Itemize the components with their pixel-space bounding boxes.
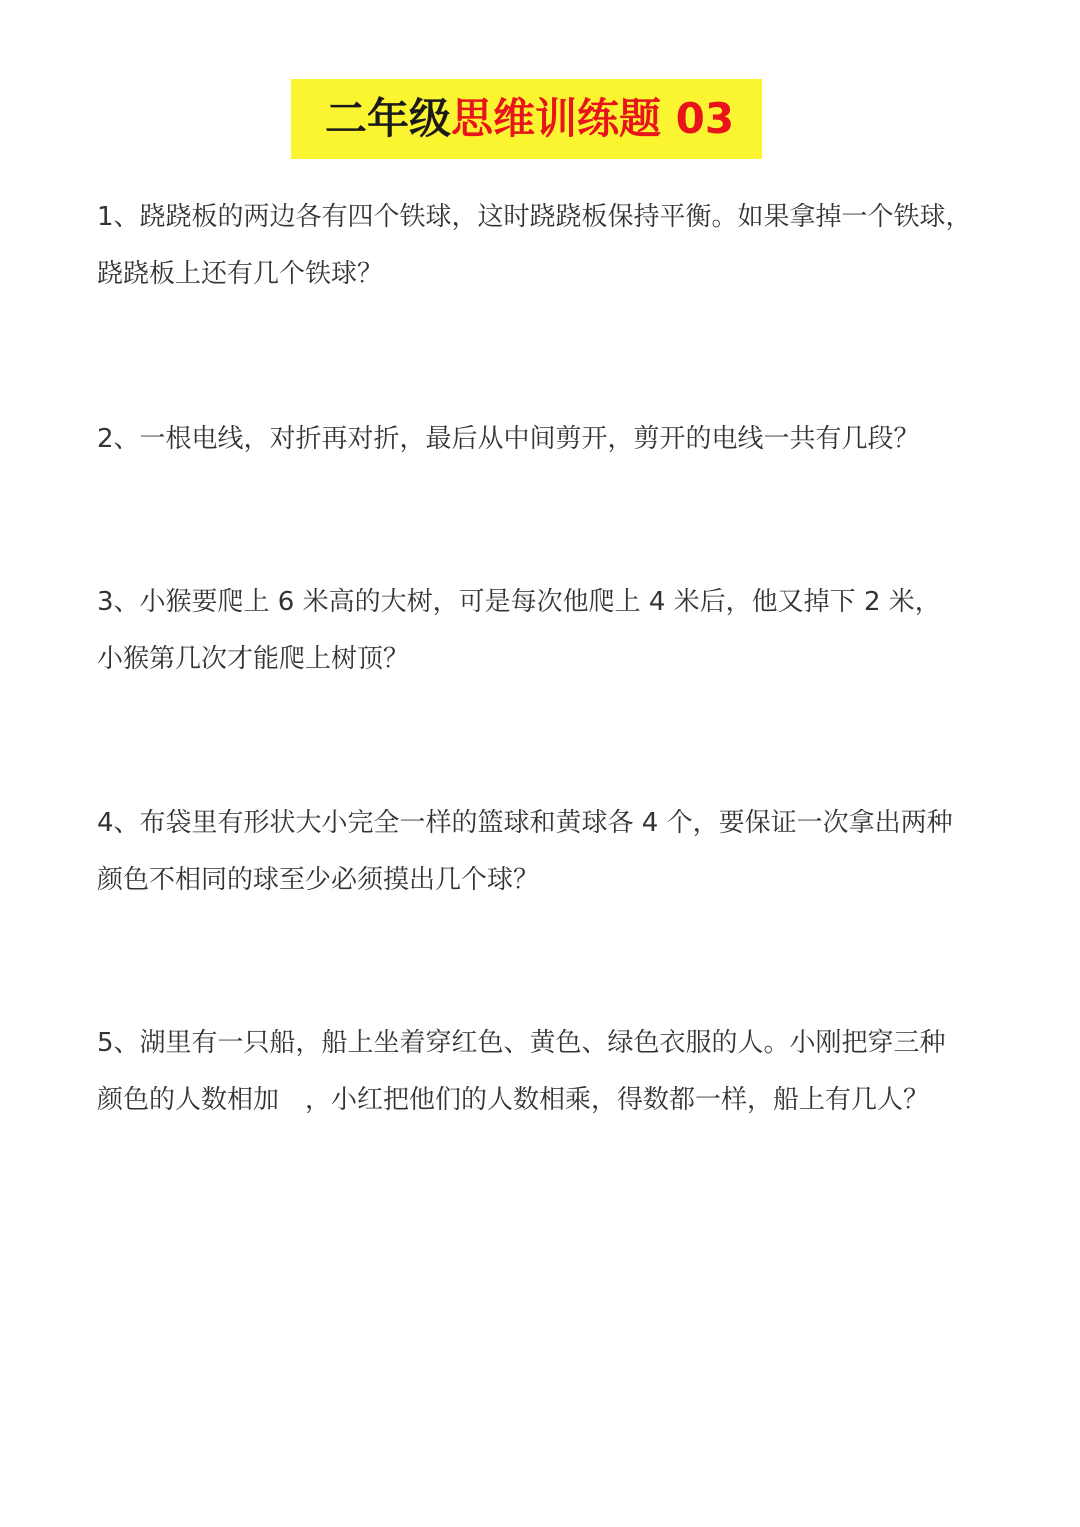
question-3 bbox=[97, 574, 987, 688]
title-black-part: 二年级 bbox=[324, 94, 451, 143]
question-5 bbox=[97, 1015, 987, 1129]
question-2-line-1: 2、一根电线，对折再对折，最后从中间剪开，剪开的电线一共有几段？ bbox=[97, 424, 920, 454]
title-banner bbox=[291, 79, 762, 159]
question-2 bbox=[97, 411, 987, 468]
question-1 bbox=[97, 189, 987, 303]
question-4-line-1: 4、布袋里有形状大小完全一样的篮球和黄球各 4 个，要保证一次拿出两种 bbox=[97, 808, 953, 838]
question-4-line-2: 颜色不相同的球至少必须摸出几个球？ bbox=[97, 865, 540, 895]
page-title bbox=[324, 94, 735, 143]
question-1-line-1: 1、跷跷板的两边各有四个铁球，这时跷跷板保持平衡。如果拿掉一个铁球， bbox=[97, 202, 972, 232]
question-3-line-1: 3、小猴要爬上 6 米高的大树，可是每次他爬上 4 米后，他又掉下 2 米， bbox=[97, 587, 941, 617]
question-5-line-2: 颜色的人数相加 ，小红把他们的人数相乘，得数都一样，船上有几人？ bbox=[97, 1085, 930, 1115]
question-4 bbox=[97, 795, 987, 909]
question-1-line-2: 跷跷板上还有几个铁球？ bbox=[97, 259, 384, 289]
question-3-line-2: 小猴第几次才能爬上树顶？ bbox=[97, 644, 410, 674]
title-red-part: 思维训练题 03 bbox=[450, 94, 735, 143]
question-5-line-1: 5、湖里有一只船，船上坐着穿红色、黄色、绿色衣服的人。小刚把穿三种 bbox=[97, 1028, 946, 1058]
